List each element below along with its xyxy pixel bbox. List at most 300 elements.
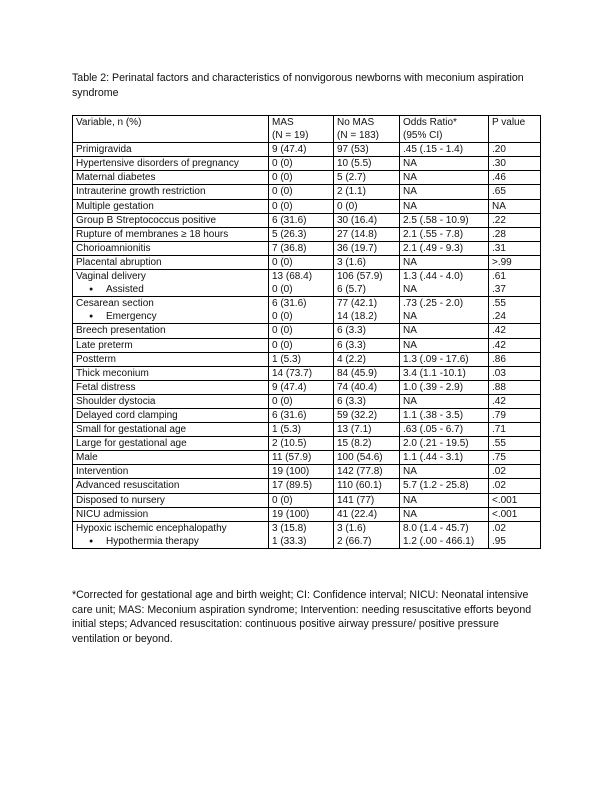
cell-text: .79 bbox=[492, 409, 506, 421]
cell-text: 19 (100) bbox=[272, 508, 310, 520]
cell-mas bbox=[269, 366, 334, 380]
cell-text: 1.1 (.38 - 3.5) bbox=[403, 409, 464, 421]
cell-text: 14 (18.2) bbox=[337, 311, 378, 323]
cell-variable bbox=[73, 408, 269, 422]
cell-text: 13 (68.4) bbox=[272, 271, 313, 283]
header-cell-p-value bbox=[489, 116, 541, 143]
table-row bbox=[73, 507, 541, 521]
cell-variable bbox=[73, 157, 269, 171]
cell-odds-ratio bbox=[400, 437, 489, 451]
cell-odds-ratio bbox=[400, 451, 489, 465]
cell-variable bbox=[73, 451, 269, 465]
cell-no-mas bbox=[334, 241, 400, 255]
cell-odds-ratio bbox=[400, 324, 489, 338]
cell-mas bbox=[269, 227, 334, 241]
cell-text: 1.2 (.00 - 466.1) bbox=[403, 535, 475, 547]
cell-text: 1 (5.3) bbox=[272, 353, 301, 365]
cell-no-mas bbox=[334, 338, 400, 352]
table-row bbox=[73, 227, 541, 241]
cell-text: 7 (36.8) bbox=[272, 242, 307, 254]
cell-text: .55 bbox=[492, 438, 506, 450]
cell-text: NA bbox=[403, 466, 417, 478]
cell-text: >.99 bbox=[492, 256, 512, 268]
cell-odds-ratio bbox=[400, 241, 489, 255]
cell-text: 1 (5.3) bbox=[272, 424, 301, 436]
cell-text: 10 (5.5) bbox=[337, 158, 372, 170]
cell-variable bbox=[73, 213, 269, 227]
cell-text: NA bbox=[403, 339, 417, 351]
cell-text: 0 (0) bbox=[337, 200, 358, 212]
cell-mas bbox=[269, 352, 334, 366]
header-row bbox=[73, 116, 541, 143]
cell-variable bbox=[73, 241, 269, 255]
cell-text: 2 (1.1) bbox=[337, 186, 366, 198]
cell-mas bbox=[269, 297, 334, 324]
table-row bbox=[73, 352, 541, 366]
cell-p-value bbox=[489, 451, 541, 465]
cell-mas bbox=[269, 157, 334, 171]
cell-text: 2.5 (.58 - 10.9) bbox=[403, 214, 469, 226]
cell-no-mas bbox=[334, 465, 400, 479]
header-text: (N = 19) bbox=[272, 130, 309, 142]
cell-odds-ratio bbox=[400, 394, 489, 408]
cell-mas bbox=[269, 479, 334, 493]
cell-text: 3 (1.6) bbox=[337, 522, 366, 534]
cell-variable bbox=[73, 352, 269, 366]
cell-odds-ratio bbox=[400, 297, 489, 324]
cell-text: 5 (2.7) bbox=[337, 172, 366, 184]
header-cell-variable bbox=[73, 116, 269, 143]
cell-text: 100 (54.6) bbox=[337, 452, 383, 464]
cell-text: 6 (3.3) bbox=[337, 339, 366, 351]
header-text: (95% CI) bbox=[403, 130, 443, 142]
cell-text: 110 (60.1) bbox=[337, 480, 382, 492]
cell-p-value bbox=[489, 423, 541, 437]
cell-text: Large for gestational age bbox=[76, 438, 187, 450]
table-row bbox=[73, 199, 541, 213]
cell-text: .30 bbox=[492, 158, 506, 170]
cell-text: .55 bbox=[492, 298, 506, 310]
cell-text: .02 bbox=[492, 466, 506, 478]
table-row bbox=[73, 394, 541, 408]
cell-p-value bbox=[489, 143, 541, 157]
cell-text: 27 (14.8) bbox=[337, 228, 378, 240]
cell-variable bbox=[73, 521, 269, 548]
cell-text: NA bbox=[403, 158, 417, 170]
cell-variable bbox=[73, 143, 269, 157]
cell-no-mas bbox=[334, 423, 400, 437]
cell-text: 0 (0) bbox=[272, 158, 293, 170]
cell-mas bbox=[269, 338, 334, 352]
cell-text: <.001 bbox=[492, 494, 518, 506]
cell-text: .37 bbox=[492, 284, 506, 296]
cell-odds-ratio bbox=[400, 185, 489, 199]
bullet-icon: ● bbox=[89, 313, 94, 321]
cell-text: 30 (16.4) bbox=[337, 214, 378, 226]
cell-variable bbox=[73, 227, 269, 241]
cell-text: .95 bbox=[492, 535, 506, 547]
cell-variable bbox=[73, 185, 269, 199]
cell-p-value bbox=[489, 380, 541, 394]
cell-no-mas bbox=[334, 255, 400, 269]
cell-text: 6 (31.6) bbox=[272, 298, 307, 310]
cell-text: 3 (15.8) bbox=[272, 522, 307, 534]
cell-text: Group B Streptococcus positive bbox=[76, 214, 217, 226]
cell-no-mas bbox=[334, 157, 400, 171]
table-row bbox=[73, 185, 541, 199]
cell-text: NA bbox=[403, 508, 417, 520]
table-row bbox=[73, 380, 541, 394]
cell-text: Small for gestational age bbox=[76, 424, 187, 436]
cell-text: Late preterm bbox=[76, 339, 133, 351]
cell-no-mas bbox=[334, 380, 400, 394]
cell-text: 1.1 (.44 - 3.1) bbox=[403, 452, 464, 464]
cell-text: 59 (32.2) bbox=[337, 409, 378, 421]
cell-text: 106 (57.9) bbox=[337, 271, 383, 283]
cell-odds-ratio bbox=[400, 408, 489, 422]
cell-variable bbox=[73, 338, 269, 352]
cell-variable bbox=[73, 270, 269, 297]
cell-text: 2.1 (.49 - 9.3) bbox=[403, 242, 464, 254]
cell-text: 1.0 (.39 - 2.9) bbox=[403, 381, 464, 393]
cell-text: <.001 bbox=[492, 508, 518, 520]
cell-text: .02 bbox=[492, 522, 506, 534]
cell-mas bbox=[269, 423, 334, 437]
cell-odds-ratio bbox=[400, 143, 489, 157]
cell-no-mas bbox=[334, 143, 400, 157]
header-text: No MAS bbox=[337, 117, 375, 128]
cell-odds-ratio bbox=[400, 199, 489, 213]
cell-p-value bbox=[489, 241, 541, 255]
table-row bbox=[73, 437, 541, 451]
cell-text: Hypertensive disorders of pregnancy bbox=[76, 158, 239, 170]
cell-odds-ratio bbox=[400, 352, 489, 366]
cell-no-mas bbox=[334, 479, 400, 493]
cell-text: 0 (0) bbox=[272, 311, 293, 323]
bullet-icon: ● bbox=[89, 286, 94, 294]
cell-odds-ratio bbox=[400, 380, 489, 394]
cell-text: 0 (0) bbox=[272, 186, 293, 198]
cell-text: 2.1 (.55 - 7.8) bbox=[403, 228, 464, 240]
cell-no-mas bbox=[334, 394, 400, 408]
cell-text: .03 bbox=[492, 367, 506, 379]
cell-text: .88 bbox=[492, 381, 506, 393]
cell-p-value bbox=[489, 227, 541, 241]
cell-p-value bbox=[489, 297, 541, 324]
cell-p-value bbox=[489, 352, 541, 366]
cell-text: NA bbox=[403, 311, 417, 323]
cell-mas bbox=[269, 255, 334, 269]
cell-text: .31 bbox=[492, 242, 506, 254]
cell-p-value bbox=[489, 394, 541, 408]
cell-text: 13 (7.1) bbox=[337, 424, 372, 436]
cell-text: .42 bbox=[492, 325, 506, 337]
cell-text: .86 bbox=[492, 353, 506, 365]
cell-text: 0 (0) bbox=[272, 284, 293, 296]
cell-text: NA bbox=[403, 494, 417, 506]
cell-variable bbox=[73, 171, 269, 185]
cell-p-value bbox=[489, 213, 541, 227]
cell-text: 2 (10.5) bbox=[272, 438, 307, 450]
cell-odds-ratio bbox=[400, 423, 489, 437]
table-row bbox=[73, 297, 541, 324]
cell-text: 97 (53) bbox=[337, 144, 369, 156]
cell-odds-ratio bbox=[400, 270, 489, 297]
cell-text: .42 bbox=[492, 395, 506, 407]
bullet-icon: ● bbox=[89, 537, 94, 545]
cell-text: 0 (0) bbox=[272, 200, 293, 212]
cell-text: 17 (89.5) bbox=[272, 480, 313, 492]
cell-text: 142 (77.8) bbox=[337, 466, 383, 478]
cell-p-value bbox=[489, 157, 541, 171]
cell-text: Intervention bbox=[76, 466, 129, 478]
cell-text: 0 (0) bbox=[272, 395, 293, 407]
table-caption: Table 2: Perinatal factors and characteristics of nonvigorous newborns with meconium aspiration syndrome bbox=[72, 72, 524, 99]
cell-text: 0 (0) bbox=[272, 172, 293, 184]
cell-text: 11 (57.9) bbox=[272, 452, 312, 464]
cell-variable bbox=[73, 366, 269, 380]
cell-variable bbox=[73, 507, 269, 521]
header-text: Variable, n (%) bbox=[76, 117, 142, 128]
cell-mas bbox=[269, 185, 334, 199]
cell-text: .75 bbox=[492, 452, 506, 464]
table-row bbox=[73, 324, 541, 338]
sub-variable-label: Assisted bbox=[106, 284, 144, 296]
table-footnote: *Corrected for gestational age and birth weight; CI: Confidence interval; NICU: Neonatal intensive care unit; MAS: Meconium aspiration syndrome; Intervention: needing resuscitative efforts beyond initial steps; Advanced resuscitation: continuous positive airway pressure/ positive pressure ventilation or beyond. bbox=[72, 589, 532, 645]
header-text: P value bbox=[492, 117, 526, 128]
table-row bbox=[73, 493, 541, 507]
cell-no-mas bbox=[334, 213, 400, 227]
cell-mas bbox=[269, 521, 334, 548]
cell-variable bbox=[73, 423, 269, 437]
cell-text: .22 bbox=[492, 214, 506, 226]
cell-text: 1 (33.3) bbox=[272, 535, 307, 547]
cell-variable bbox=[73, 380, 269, 394]
table-row bbox=[73, 157, 541, 171]
cell-text: 6 (31.6) bbox=[272, 409, 307, 421]
cell-mas bbox=[269, 143, 334, 157]
cell-text: 14 (73.7) bbox=[272, 367, 313, 379]
cell-p-value bbox=[489, 185, 541, 199]
cell-mas bbox=[269, 171, 334, 185]
cell-mas bbox=[269, 213, 334, 227]
table-row bbox=[73, 451, 541, 465]
cell-no-mas bbox=[334, 521, 400, 548]
cell-p-value bbox=[489, 493, 541, 507]
cell-no-mas bbox=[334, 451, 400, 465]
cell-text: Intrauterine growth restriction bbox=[76, 186, 206, 198]
cell-variable bbox=[73, 479, 269, 493]
cell-no-mas bbox=[334, 171, 400, 185]
table-row bbox=[73, 171, 541, 185]
header-text: (N = 183) bbox=[337, 130, 379, 142]
cell-no-mas bbox=[334, 324, 400, 338]
cell-text: 9 (47.4) bbox=[272, 381, 307, 393]
cell-no-mas bbox=[334, 437, 400, 451]
cell-variable bbox=[73, 297, 269, 324]
cell-text: Breech presentation bbox=[76, 325, 166, 337]
cell-p-value bbox=[489, 408, 541, 422]
table-row bbox=[73, 143, 541, 157]
cell-variable bbox=[73, 394, 269, 408]
cell-text: 6 (31.6) bbox=[272, 214, 307, 226]
cell-text: 41 (22.4) bbox=[337, 508, 378, 520]
cell-text: NICU admission bbox=[76, 508, 149, 520]
cell-odds-ratio bbox=[400, 338, 489, 352]
cell-text: Maternal diabetes bbox=[76, 172, 156, 184]
cell-p-value bbox=[489, 507, 541, 521]
cell-text: Male bbox=[76, 452, 98, 464]
cell-odds-ratio bbox=[400, 521, 489, 548]
cell-text: .73 (.25 - 2.0) bbox=[403, 298, 464, 310]
cell-no-mas bbox=[334, 408, 400, 422]
header-cell-no-mas bbox=[334, 116, 400, 143]
cell-p-value bbox=[489, 366, 541, 380]
table-row bbox=[73, 465, 541, 479]
cell-text: Chorioamnionitis bbox=[76, 242, 151, 254]
cell-no-mas bbox=[334, 185, 400, 199]
cell-mas bbox=[269, 437, 334, 451]
cell-text: Shoulder dystocia bbox=[76, 395, 156, 407]
cell-text: .45 (.15 - 1.4) bbox=[403, 144, 464, 156]
cell-text: 4 (2.2) bbox=[337, 353, 366, 365]
sub-variable bbox=[76, 535, 268, 548]
cell-odds-ratio bbox=[400, 157, 489, 171]
cell-no-mas bbox=[334, 270, 400, 297]
cell-variable bbox=[73, 465, 269, 479]
cell-odds-ratio bbox=[400, 213, 489, 227]
cell-text: Primigravida bbox=[76, 144, 132, 156]
cell-odds-ratio bbox=[400, 366, 489, 380]
cell-no-mas bbox=[334, 297, 400, 324]
cell-odds-ratio bbox=[400, 227, 489, 241]
cell-text: 0 (0) bbox=[272, 256, 293, 268]
sub-variable bbox=[76, 310, 268, 323]
cell-text: 74 (40.4) bbox=[337, 381, 378, 393]
cell-p-value bbox=[489, 521, 541, 548]
cell-odds-ratio bbox=[400, 479, 489, 493]
cell-text: Hypoxic ischemic encephalopathy bbox=[76, 522, 227, 534]
cell-text: 5.7 (1.2 - 25.8) bbox=[403, 480, 469, 492]
cell-text: 0 (0) bbox=[272, 494, 293, 506]
cell-p-value bbox=[489, 324, 541, 338]
cell-mas bbox=[269, 241, 334, 255]
cell-no-mas bbox=[334, 366, 400, 380]
cell-text: Disposed to nursery bbox=[76, 494, 165, 506]
cell-text: Multiple gestation bbox=[76, 200, 154, 212]
cell-text: 141 (77) bbox=[337, 494, 375, 506]
cell-mas bbox=[269, 465, 334, 479]
cell-no-mas bbox=[334, 199, 400, 213]
cell-text: Cesarean section bbox=[76, 298, 154, 310]
cell-variable bbox=[73, 324, 269, 338]
cell-text: 19 (100) bbox=[272, 466, 310, 478]
cell-text: Rupture of membranes ≥ 18 hours bbox=[76, 228, 229, 240]
table-row bbox=[73, 338, 541, 352]
cell-mas bbox=[269, 394, 334, 408]
cell-odds-ratio bbox=[400, 493, 489, 507]
cell-text: 1.3 (.44 - 4.0) bbox=[403, 271, 464, 283]
cell-text: NA bbox=[403, 284, 417, 296]
cell-text: .28 bbox=[492, 228, 506, 240]
table-row bbox=[73, 255, 541, 269]
sub-variable-label: Emergency bbox=[106, 311, 157, 323]
cell-variable bbox=[73, 199, 269, 213]
cell-mas bbox=[269, 324, 334, 338]
cell-text: Fetal distress bbox=[76, 381, 136, 393]
cell-text: 0 (0) bbox=[272, 325, 293, 337]
cell-mas bbox=[269, 380, 334, 394]
sub-variable-label: Hypothermia therapy bbox=[106, 535, 199, 547]
table-row bbox=[73, 423, 541, 437]
cell-text: NA bbox=[492, 200, 506, 212]
cell-p-value bbox=[489, 255, 541, 269]
cell-text: Vaginal delivery bbox=[76, 271, 146, 283]
perinatal-factors-table bbox=[72, 115, 541, 549]
cell-text: 2 (66.7) bbox=[337, 535, 372, 547]
cell-text: NA bbox=[403, 256, 417, 268]
cell-p-value bbox=[489, 199, 541, 213]
cell-mas bbox=[269, 199, 334, 213]
cell-variable bbox=[73, 437, 269, 451]
cell-p-value bbox=[489, 465, 541, 479]
cell-odds-ratio bbox=[400, 255, 489, 269]
cell-text: NA bbox=[403, 325, 417, 337]
cell-mas bbox=[269, 408, 334, 422]
cell-text: .20 bbox=[492, 144, 506, 156]
cell-variable bbox=[73, 255, 269, 269]
cell-p-value bbox=[489, 338, 541, 352]
cell-text: 2.0 (.21 - 19.5) bbox=[403, 438, 469, 450]
cell-text: Advanced resuscitation bbox=[76, 480, 180, 492]
cell-variable bbox=[73, 493, 269, 507]
cell-text: 0 (0) bbox=[272, 339, 293, 351]
cell-text: NA bbox=[403, 186, 417, 198]
cell-text: 3.4 (1.1 -10.1) bbox=[403, 367, 466, 379]
header-text: MAS bbox=[272, 117, 294, 128]
cell-p-value bbox=[489, 270, 541, 297]
cell-text: .71 bbox=[492, 424, 506, 436]
cell-text: .42 bbox=[492, 339, 506, 351]
cell-text: 6 (3.3) bbox=[337, 325, 366, 337]
cell-no-mas bbox=[334, 507, 400, 521]
cell-p-value bbox=[489, 437, 541, 451]
cell-odds-ratio bbox=[400, 171, 489, 185]
cell-text: 1.3 (.09 - 17.6) bbox=[403, 353, 469, 365]
table-row bbox=[73, 270, 541, 297]
cell-text: 3 (1.6) bbox=[337, 256, 366, 268]
cell-text: Delayed cord clamping bbox=[76, 409, 178, 421]
cell-text: 5 (26.3) bbox=[272, 228, 307, 240]
header-text: Odds Ratio* bbox=[403, 117, 457, 128]
cell-no-mas bbox=[334, 493, 400, 507]
table-row bbox=[73, 213, 541, 227]
table-row bbox=[73, 479, 541, 493]
header-cell-odds-ratio bbox=[400, 116, 489, 143]
cell-text: 84 (45.9) bbox=[337, 367, 378, 379]
cell-mas bbox=[269, 507, 334, 521]
cell-text: 36 (19.7) bbox=[337, 242, 378, 254]
cell-odds-ratio bbox=[400, 507, 489, 521]
cell-text: .46 bbox=[492, 172, 506, 184]
cell-text: 6 (5.7) bbox=[337, 284, 366, 296]
cell-text: .65 bbox=[492, 186, 506, 198]
cell-no-mas bbox=[334, 352, 400, 366]
table-row bbox=[73, 366, 541, 380]
cell-text: 15 (8.2) bbox=[337, 438, 372, 450]
cell-text: .24 bbox=[492, 311, 506, 323]
cell-odds-ratio bbox=[400, 465, 489, 479]
